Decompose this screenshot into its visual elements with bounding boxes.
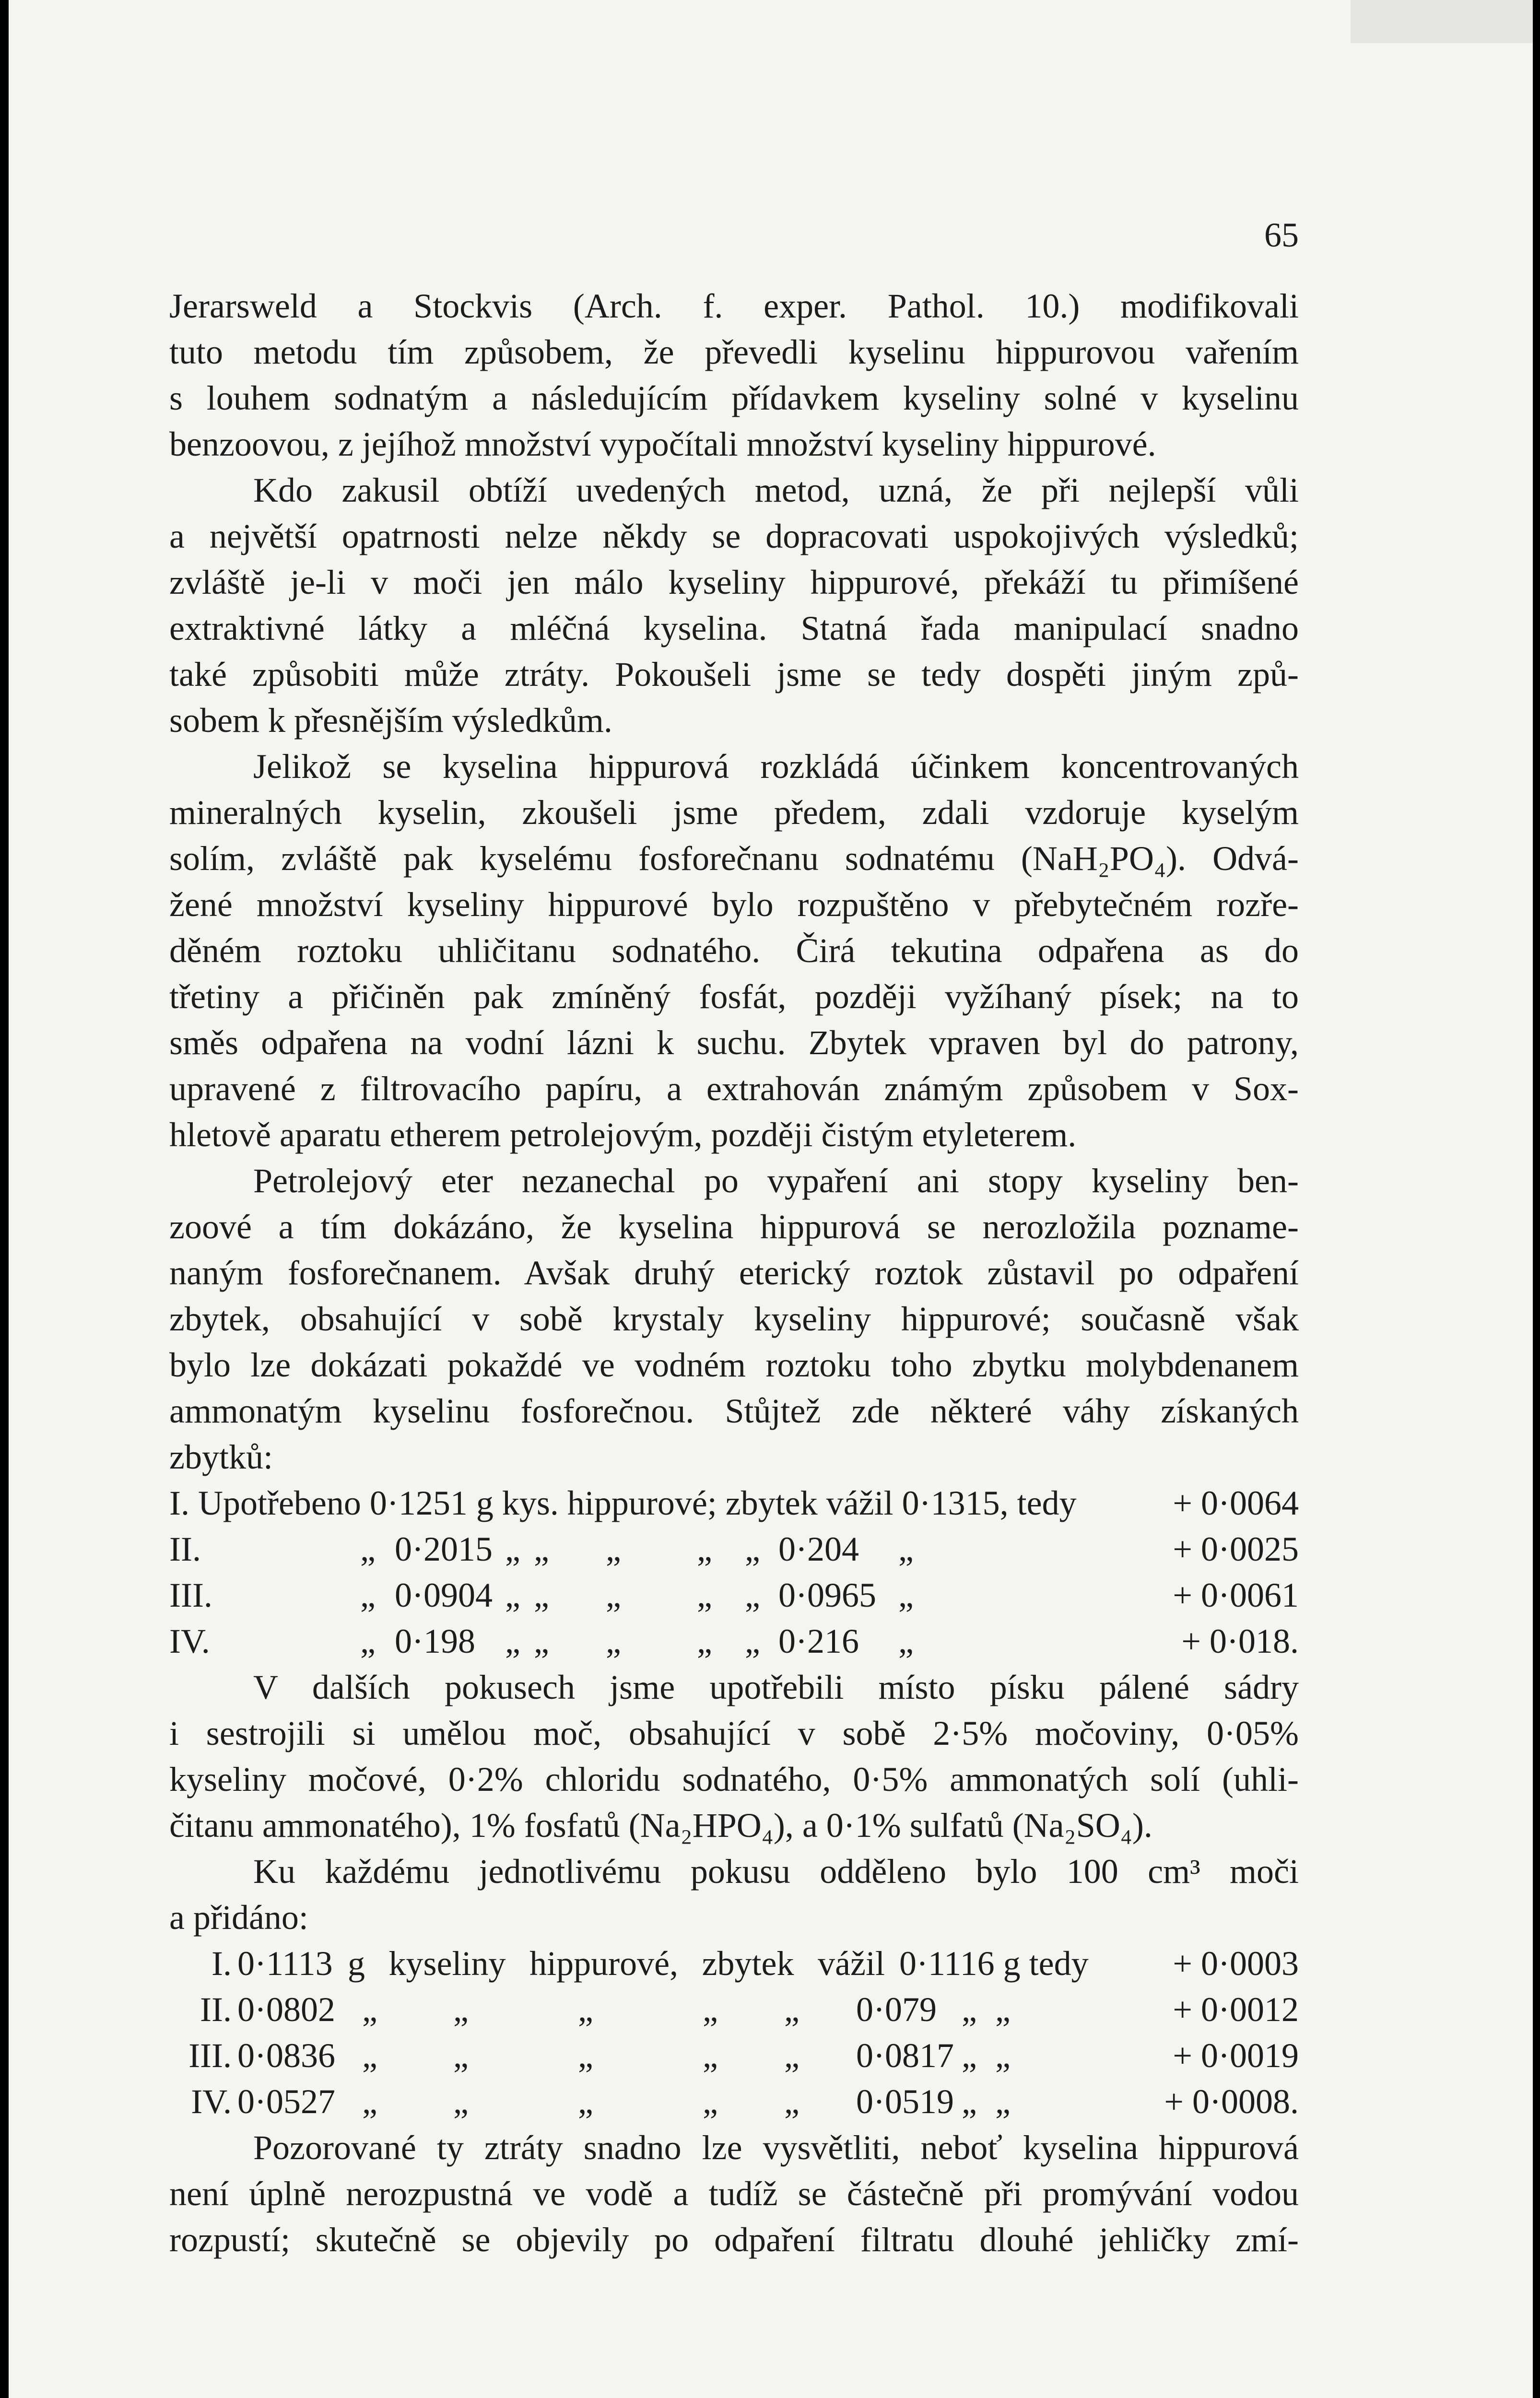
- ditto-mark: „: [697, 1576, 712, 1614]
- text-line: extraktivné látky a mléčná kyselina. Statná řada manipulací snadno: [169, 609, 1299, 647]
- ditto-mark: „: [578, 2036, 593, 2075]
- measurement-amount: 0·0904: [395, 1576, 493, 1614]
- ditto-mark: „: [697, 1530, 712, 1568]
- measurement-row: [169, 2033, 1299, 2079]
- page-sheet: [9, 0, 1533, 2398]
- measurement-row: [169, 1940, 1299, 1987]
- measurement-amount: 0·198: [395, 1622, 475, 1660]
- text-line: Jerarsweld a Stockvis (Arch. f. exper. Pathol. 10.) modifikovali: [169, 287, 1299, 325]
- measurement-difference: + 0·0008.: [1164, 2082, 1299, 2121]
- ditto-mark: „: [534, 1622, 549, 1660]
- ditto-mark: „: [703, 2036, 718, 2075]
- ditto-mark: „: [360, 1576, 376, 1614]
- measurement-difference: + 0·0012: [1173, 1990, 1299, 2029]
- text-line: benzoovou, z jejíhož množství vypočítali množství kyseliny hippurové.: [169, 425, 1156, 463]
- ditto-mark: „: [962, 2082, 977, 2121]
- text-line: hletově aparatu etherem petrolejovým, později čistým etyleterem.: [169, 1116, 1077, 1154]
- measurement-row: [169, 2079, 1299, 2125]
- ditto-mark: „: [898, 1622, 914, 1660]
- measurement-amount: 0·0527: [237, 2082, 335, 2121]
- paragraph-7: [169, 2125, 1299, 2263]
- ditto-mark: „: [606, 1530, 621, 1568]
- ditto-mark: „: [703, 2082, 718, 2121]
- text-line: není úplně nerozpustná ve vodě a tudíž se částečně při promývání vodou: [169, 2175, 1299, 2213]
- measurement-row: [169, 1618, 1299, 1664]
- ditto-mark: „: [606, 1622, 621, 1660]
- page-number: 65: [1264, 216, 1299, 254]
- measurement-difference: + 0·0019: [1173, 2036, 1299, 2075]
- measurement-result: 0·079: [856, 1990, 937, 2029]
- text-line: bylo lze dokázati pokaždé ve vodném roztoku toho zbytku molybdenanem: [169, 1346, 1299, 1384]
- text-line: V dalších pokusech jsme upotřebili místo písku pálené sádry: [253, 1668, 1299, 1706]
- ditto-mark: „: [505, 1576, 520, 1614]
- ditto-mark: „: [745, 1576, 760, 1614]
- text-line: solím, zvláště pak kyselému fosforečnanu sodnatému (NaH₂PO₄). Odvá-: [169, 839, 1299, 878]
- ditto-mark: „: [784, 2082, 799, 2121]
- text-line: žené množství kyseliny hippurové bylo rozpuštěno v přebytečném rozře-: [169, 885, 1299, 924]
- ditto-mark: „: [703, 1990, 718, 2029]
- measurement-result: 0·0519: [856, 2082, 954, 2121]
- ditto-mark: „: [578, 2082, 593, 2121]
- text-line: Pozorované ty ztráty snadno lze vysvětliti, neboť kyselina hippurová: [253, 2128, 1299, 2167]
- scan-corner-mark: [1351, 0, 1533, 43]
- ditto-mark: „: [697, 1622, 712, 1660]
- measurement-label: II.: [200, 1990, 232, 2029]
- ditto-mark: „: [962, 1990, 977, 2029]
- measurement-difference: + 0·0003: [1173, 1944, 1299, 1983]
- measurement-row: [169, 1526, 1299, 1572]
- text-line: děném roztoku uhličitanu sodnatého. Čirá tekutina odpařena as do: [169, 931, 1299, 970]
- ditto-mark: „: [606, 1576, 621, 1614]
- measurement-label: III.: [169, 1576, 212, 1614]
- text-line: Petrolejový eter nezanechal po vypaření ani stopy kyseliny ben-: [253, 1162, 1299, 1200]
- measurement-difference: + 0·0061: [1173, 1576, 1299, 1614]
- text-line: Kdo zakusil obtíží uvedených metod, uzná, že při nejlepší vůli: [253, 471, 1299, 509]
- text-line: a přidáno:: [169, 1898, 308, 1937]
- measurement-label: IV.: [191, 2082, 232, 2121]
- text-line: směs odpařena na vodní lázni k suchu. Zbytek vpraven byl do patrony,: [169, 1023, 1299, 1062]
- ditto-mark: „: [898, 1576, 914, 1614]
- ditto-mark: „: [995, 2036, 1011, 2075]
- measurement-label: I.: [212, 1944, 232, 1983]
- ditto-mark: „: [534, 1576, 549, 1614]
- ditto-mark: „: [505, 1622, 520, 1660]
- measurement-amount: 0·2015: [395, 1530, 493, 1568]
- measurement-difference: + 0·0064: [1173, 1484, 1299, 1522]
- text-line: sobem k přesnějším výsledkům.: [169, 701, 612, 740]
- ditto-mark: „: [784, 2036, 799, 2075]
- measurement-amount: 0·1113: [237, 1944, 333, 1983]
- ditto-mark: „: [505, 1530, 520, 1568]
- text-line: také způsobiti může ztráty. Pokoušeli jsme se tedy dospěti jiným způ-: [169, 655, 1299, 694]
- text-line: zvláště je-li v moči jen málo kyseliny hippurové, překáží tu přimíšené: [169, 563, 1299, 601]
- ditto-mark: „: [745, 1622, 760, 1660]
- measurement-result: 0·204: [778, 1530, 859, 1568]
- text-line: naným fosforečnanem. Avšak druhý eterický roztok zůstavil po odpaření: [169, 1254, 1299, 1292]
- body-text: [169, 283, 1299, 2263]
- ditto-mark: „: [995, 2082, 1011, 2121]
- text-line: Jelikož se kyselina hippurová rozkládá účinkem koncentrovaných: [253, 747, 1299, 786]
- text-line: i sestrojili si umělou moč, obsahující v sobě 2·5% močoviny, 0·05%: [169, 1714, 1299, 1752]
- ditto-mark: „: [362, 2082, 377, 2121]
- ditto-mark: „: [362, 2036, 377, 2075]
- measurement-result: 0·1116 g tedy: [899, 1944, 1089, 1983]
- text-line: rozpustí; skutečně se objevily po odpaření filtratu dlouhé jehličky zmí-: [169, 2221, 1299, 2259]
- ditto-mark: „: [784, 1990, 799, 2029]
- measurement-label: II.: [169, 1530, 201, 1568]
- ditto-mark: „: [453, 2036, 469, 2075]
- measurement-result: 0·0817: [856, 2036, 954, 2075]
- text-line: s louhem sodnatým a následujícím přídavkem kyseliny solné v kyselinu: [169, 379, 1299, 417]
- text-line: zbytek, obsahující v sobě krystaly kyseliny hippurové; současně však: [169, 1300, 1299, 1338]
- text-line: zbytků:: [169, 1438, 273, 1476]
- paragraph-5: [169, 1664, 1299, 1848]
- text-line: upravené z filtrovacího papíru, a extrahován známým způsobem v Sox-: [169, 1070, 1299, 1108]
- text-line: ammonatým kyselinu fosforečnou. Stůjtež zde některé váhy získaných: [169, 1392, 1299, 1430]
- measurement-amount: 0·0836: [237, 2036, 335, 2075]
- paragraph-6: [169, 1848, 1299, 1940]
- text-line: čitanu ammonatého), 1% fosfatů (Na₂HPO₄), a 0·1% sulfatů (Na₂SO₄).: [169, 1806, 1152, 1845]
- ditto-mark: „: [360, 1622, 376, 1660]
- measurement-result: 0·0965: [778, 1576, 876, 1614]
- measurement-label: IV.: [169, 1622, 210, 1660]
- ditto-mark: „: [745, 1530, 760, 1568]
- paragraph-1: [169, 283, 1299, 467]
- text-line: a největší opatrnosti nelze někdy se dopracovati uspokojivých výsledků;: [169, 517, 1299, 555]
- text-line: třetiny a přičiněn pak zmíněný fosfát, později vyžíhaný písek; na to: [169, 977, 1299, 1016]
- measurement-table-2: [169, 1940, 1299, 2125]
- ditto-mark: „: [453, 1990, 469, 2029]
- paragraph-4: [169, 1158, 1299, 1480]
- measurement-difference: + 0·018.: [1181, 1622, 1299, 1660]
- paragraph-3: [169, 743, 1299, 1158]
- ditto-mark: „: [362, 1990, 377, 2029]
- text-line: mineralných kyselin, zkoušeli jsme předem, zdali vzdoruje kyselým: [169, 793, 1299, 832]
- text-line: tuto metodu tím způsobem, že převedli kyselinu hippurovou vařením: [169, 333, 1299, 371]
- measurement-difference: + 0·0025: [1173, 1530, 1299, 1568]
- measurement-text: g kyseliny hippurové, zbytek vážil: [348, 1944, 885, 1983]
- ditto-mark: „: [453, 2082, 469, 2121]
- measurement-result: 0·216: [778, 1622, 859, 1660]
- measurement-row: [169, 1480, 1299, 1526]
- text-line: Ku každému jednotlivému pokusu odděleno bylo 100 cm³ moči: [253, 1852, 1299, 1891]
- ditto-mark: „: [534, 1530, 549, 1568]
- measurement-label: III.: [188, 2036, 232, 2075]
- measurement-text: I. Upotřebeno 0·1251 g kys. hippurové; zbytek vážil 0·1315, tedy: [169, 1484, 1077, 1522]
- text-line: kyseliny močové, 0·2% chloridu sodnatého, 0·5% ammonatých solí (uhli-: [169, 1760, 1299, 1798]
- measurement-amount: 0·0802: [237, 1990, 335, 2029]
- ditto-mark: „: [962, 2036, 977, 2075]
- paragraph-2: [169, 467, 1299, 743]
- text-line: zoové a tím dokázáno, že kyselina hippurová se nerozložila poznamе-: [169, 1208, 1299, 1246]
- ditto-mark: „: [995, 1990, 1011, 2029]
- ditto-mark: „: [360, 1530, 376, 1568]
- measurement-table-1: [169, 1480, 1299, 1664]
- ditto-mark: „: [578, 1990, 593, 2029]
- measurement-row: [169, 1987, 1299, 2033]
- measurement-row: [169, 1572, 1299, 1618]
- ditto-mark: „: [898, 1530, 914, 1568]
